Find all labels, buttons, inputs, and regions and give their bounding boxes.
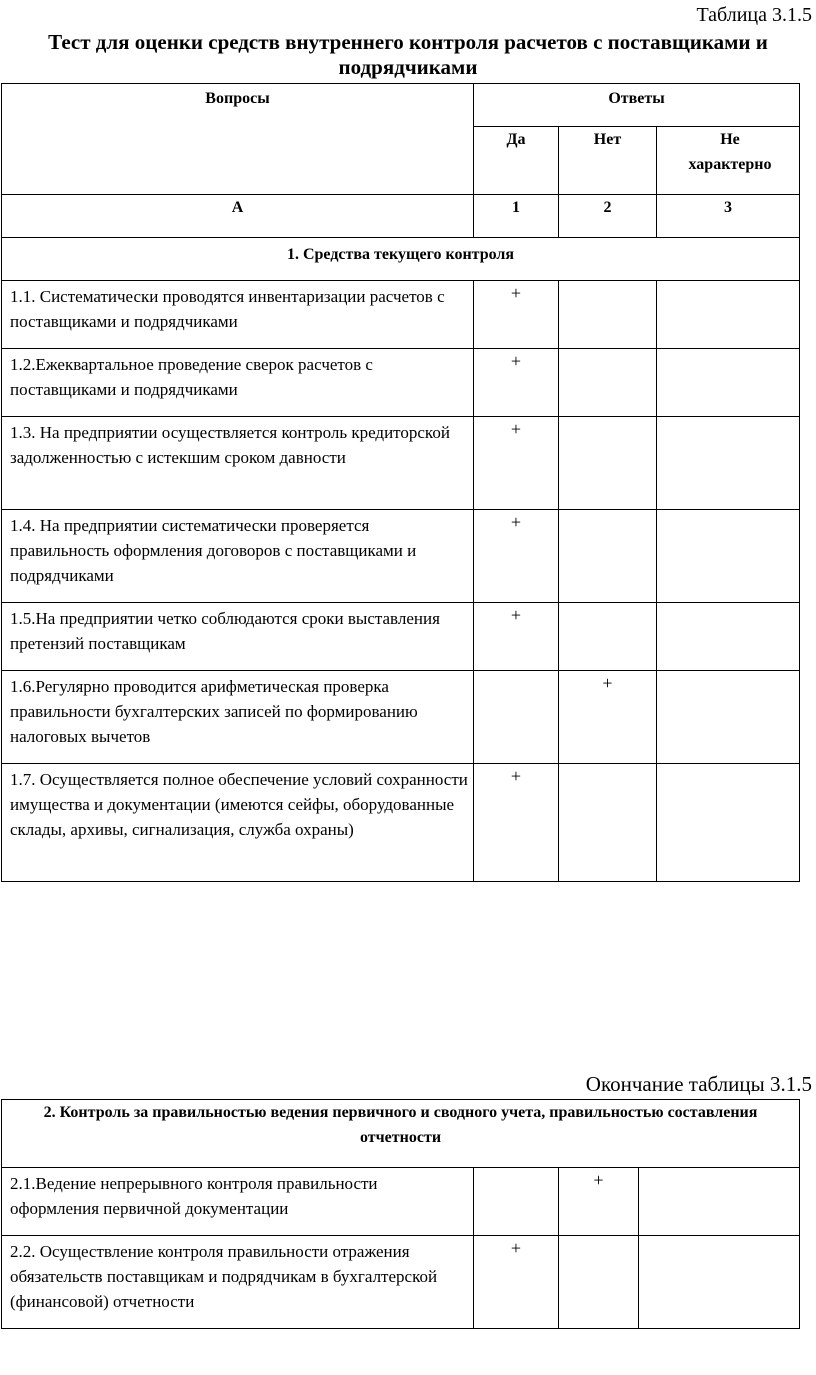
answer-yes-cell: + xyxy=(474,417,559,510)
answer-no-cell xyxy=(559,1236,639,1329)
table-caption-continuation: Окончание таблицы 3.1.5 xyxy=(585,1072,812,1096)
control-test-table xyxy=(1,83,800,882)
answer-no-cell: + xyxy=(559,1168,639,1236)
answer-no-cell xyxy=(559,603,657,671)
table-row xyxy=(2,603,800,671)
answer-yes-cell: + xyxy=(474,281,559,349)
question-cell: 1.3. На предприятии осуществляется контроль кредиторской задолженностью с истекшим сроком давности xyxy=(2,417,474,510)
header-not-typical: Не характерно xyxy=(657,127,800,195)
table-row xyxy=(2,671,800,764)
document-title: Тест для оценки средств внутреннего контроля расчетов с поставщиками и подрядчиками xyxy=(48,30,768,79)
question-cell: 2.1.Ведение непрерывного контроля правильности оформления первичной документации xyxy=(2,1168,474,1236)
control-test-table-continuation xyxy=(1,1099,800,1329)
question-cell: 2.2. Осуществление контроля правильности отражения обязательств поставщикам и подрядчикам в бухгалтерской (финансовой) отчетности xyxy=(2,1236,474,1329)
answer-yes-cell: + xyxy=(474,603,559,671)
answer-na-cell xyxy=(657,281,800,349)
table-row xyxy=(2,281,800,349)
answer-yes-cell: + xyxy=(474,1236,559,1329)
answer-na-cell xyxy=(639,1236,800,1329)
question-cell: 1.5.На предприятии четко соблюдаются сроки выставления претензий поставщикам xyxy=(2,603,474,671)
header-answers: Ответы xyxy=(474,84,800,127)
answer-na-cell xyxy=(657,510,800,603)
answer-na-cell xyxy=(657,764,800,882)
question-cell: 1.7. Осуществляется полное обеспечение условий сохранности имущества и документации (имеются сейфы, оборудованные склады, архивы, сигнализация, служба охраны) xyxy=(2,764,474,882)
answer-na-cell xyxy=(657,417,800,510)
index-cell-1: 1 xyxy=(474,195,559,238)
index-cell-2: 2 xyxy=(559,195,657,238)
answer-yes-cell xyxy=(474,1168,559,1236)
answer-yes-cell: + xyxy=(474,764,559,882)
question-cell: 1.2.Ежеквартальное проведение сверок расчетов с поставщиками и подрядчиками xyxy=(2,349,474,417)
answer-no-cell: + xyxy=(559,671,657,764)
table-row xyxy=(2,1236,800,1329)
answer-no-cell xyxy=(559,417,657,510)
table-row xyxy=(2,1168,800,1236)
table-row xyxy=(2,417,800,510)
question-cell: 1.1. Систематически проводятся инвентаризации расчетов с поставщиками и подрядчиками xyxy=(2,281,474,349)
answer-na-cell xyxy=(639,1168,800,1236)
index-cell-a: А xyxy=(2,195,474,238)
answer-no-cell xyxy=(559,349,657,417)
table-row xyxy=(2,349,800,417)
answer-no-cell xyxy=(559,281,657,349)
section-heading-2: 2. Контроль за правильностью ведения первичного и сводного учета, правильностью составления отчетности xyxy=(2,1100,800,1168)
header-yes: Да xyxy=(474,127,559,195)
answer-na-cell xyxy=(657,671,800,764)
answer-no-cell xyxy=(559,764,657,882)
answer-no-cell xyxy=(559,510,657,603)
answer-yes-cell: + xyxy=(474,510,559,603)
header-questions: Вопросы xyxy=(2,84,474,195)
table-caption-top: Таблица 3.1.5 xyxy=(696,4,812,26)
answer-yes-cell xyxy=(474,671,559,764)
section-heading-1: 1. Средства текущего контроля xyxy=(2,238,800,281)
question-cell: 1.6.Регулярно проводится арифметическая проверка правильности бухгалтерских записей по формированию налоговых вычетов xyxy=(2,671,474,764)
header-no: Нет xyxy=(559,127,657,195)
table-row xyxy=(2,764,800,882)
index-cell-3: 3 xyxy=(657,195,800,238)
question-cell: 1.4. На предприятии систематически проверяется правильность оформления договоров с поставщиками и подрядчиками xyxy=(2,510,474,603)
answer-yes-cell: + xyxy=(474,349,559,417)
table-row xyxy=(2,510,800,603)
answer-na-cell xyxy=(657,349,800,417)
answer-na-cell xyxy=(657,603,800,671)
